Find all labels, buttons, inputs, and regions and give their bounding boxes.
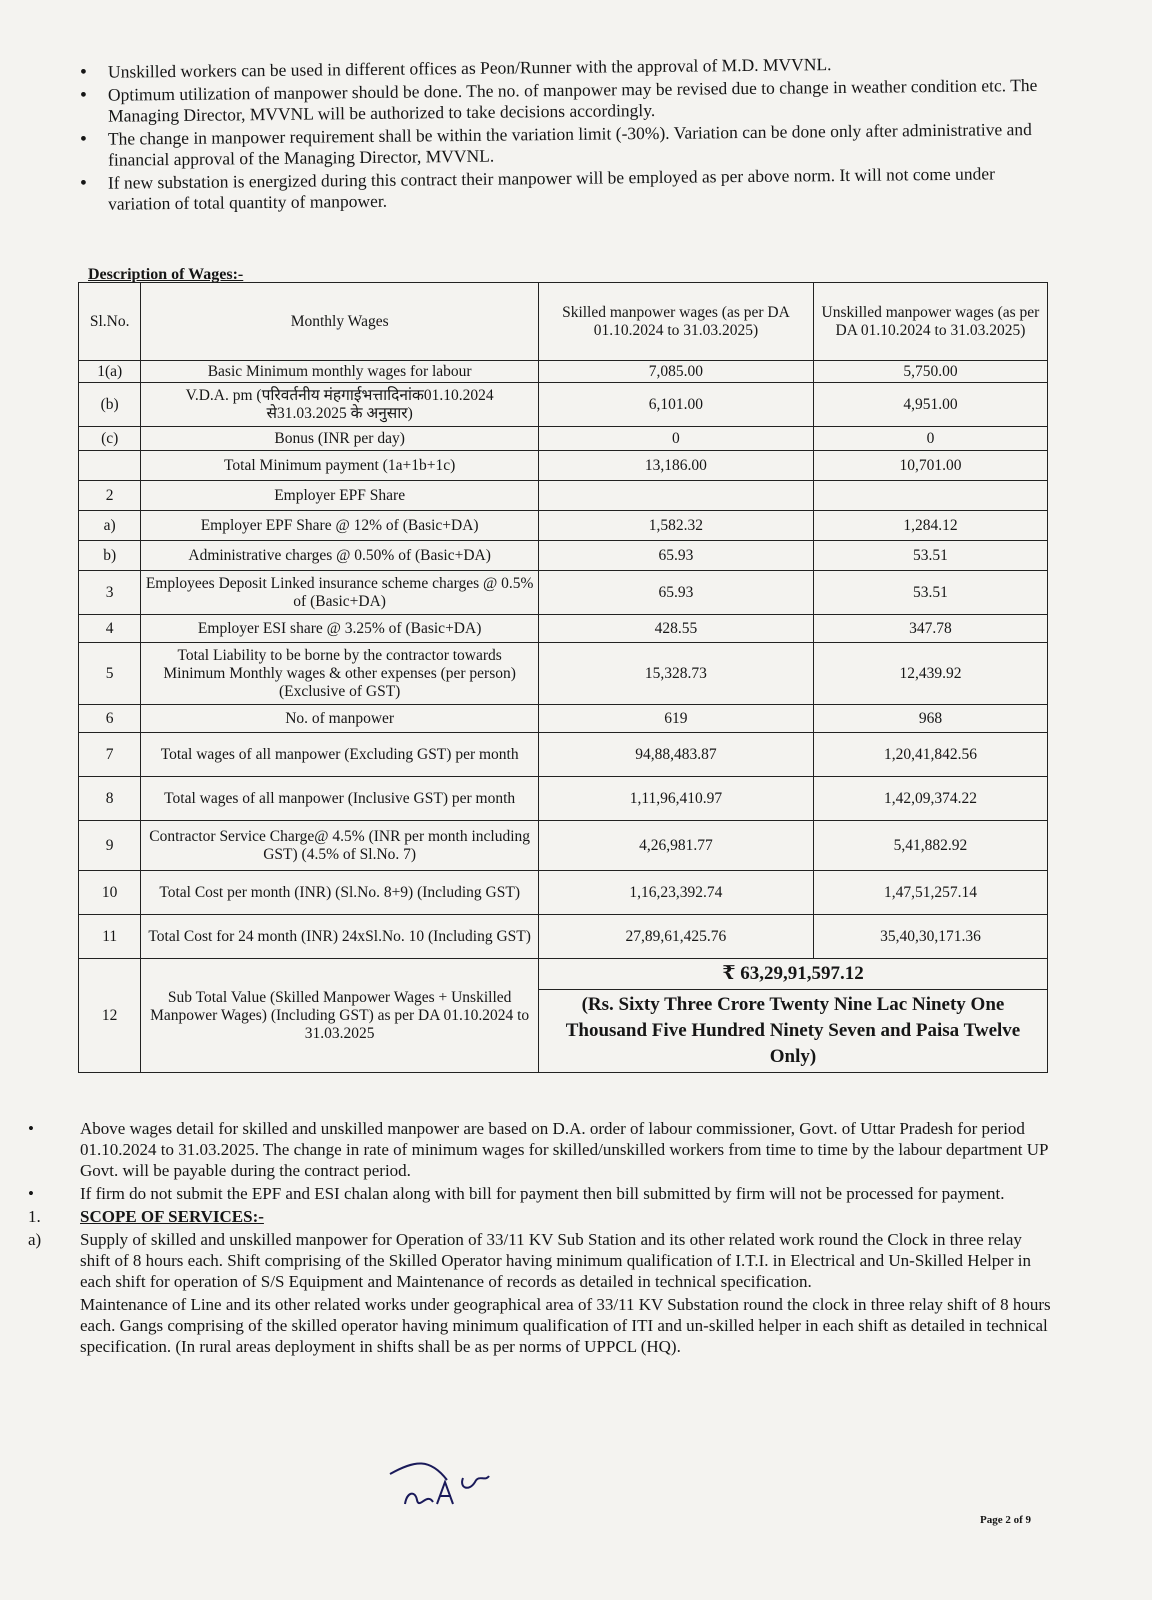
section-caption: Description of Wages:- [88, 266, 244, 283]
cell-unskilled: 347.78 [813, 615, 1047, 643]
cell-skilled: 15,328.73 [538, 643, 813, 705]
note-item [28, 1183, 1053, 1204]
cell-unskilled: 12,439.92 [813, 643, 1047, 705]
table-row [79, 705, 1048, 733]
header-unskilled: Unskilled manpower wages (as per DA 01.10.2024 to 31.03.2025) [813, 283, 1047, 361]
table-row [79, 451, 1048, 481]
cell-desc: Total Minimum payment (1a+1b+1c) [141, 451, 539, 481]
scope-item [28, 1229, 1053, 1292]
bullet-mark: • [28, 1184, 34, 1203]
cell-unskilled: 4,951.00 [813, 383, 1047, 427]
cell-desc: Total Liability to be borne by the contractor towards Minimum Monthly wages & other expenses (per person) (Exclusive of GST) [141, 643, 539, 705]
cell-sl: 6 [79, 705, 141, 733]
cell-skilled: 65.93 [538, 541, 813, 571]
cell-unskilled: 53.51 [813, 541, 1047, 571]
cell-skilled: 1,16,23,392.74 [538, 871, 813, 915]
handwritten-signature [385, 1452, 515, 1512]
table-row [79, 777, 1048, 821]
cell-skilled: 7,085.00 [538, 361, 813, 383]
cell-unskilled: 35,40,30,171.36 [813, 915, 1047, 959]
cell-desc: Sub Total Value (Skilled Manpower Wages + Unskilled Manpower Wages) (Including GST) as per DA 01.10.2024 to 31.03.2025 [141, 959, 539, 1073]
cell-unskilled: 968 [813, 705, 1047, 733]
cell-skilled: 619 [538, 705, 813, 733]
cell-unskilled: 1,284.12 [813, 511, 1047, 541]
bullet-item: • If new substation is energized during this contract their manpower will be employed as per above norm. It will not come under variation of total quantity of manpower. [78, 163, 1058, 215]
cell-unskilled: 1,20,41,842.56 [813, 733, 1047, 777]
item-mark: a) [28, 1230, 42, 1249]
cell-sl: 3 [79, 571, 141, 615]
cell-sl: 5 [79, 643, 141, 705]
cell-unskilled: 5,750.00 [813, 361, 1047, 383]
cell-sl: 8 [79, 777, 141, 821]
cell-desc: Administrative charges @ 0.50% of (Basic+DA) [141, 541, 539, 571]
table-row [79, 643, 1048, 705]
table-header-row [79, 283, 1048, 361]
cell-skilled: 1,582.32 [538, 511, 813, 541]
scope-heading: SCOPE OF SERVICES:- [80, 1207, 264, 1226]
cell-skilled: 65.93 [538, 571, 813, 615]
cell-skilled: 428.55 [538, 615, 813, 643]
cell-desc: Contractor Service Charge@ 4.5% (INR per month including GST) (4.5% of Sl.No. 7) [141, 821, 539, 871]
cell-sl: 10 [79, 871, 141, 915]
notes-and-scope [28, 1118, 1053, 1357]
table-row [79, 571, 1048, 615]
cell-unskilled: 1,42,09,374.22 [813, 777, 1047, 821]
cell-skilled: 0 [538, 427, 813, 451]
cell-desc: Total wages of all manpower (Excluding GST) per month [141, 733, 539, 777]
note-text: If firm do not submit the EPF and ESI chalan along with bill for payment then bill submitted by firm will not be processed for payment. [80, 1184, 1005, 1203]
subtotal-row [79, 959, 1048, 1073]
cell-unskilled: 0 [813, 427, 1047, 451]
table-row [79, 871, 1048, 915]
cell-unskilled: 5,41,882.92 [813, 821, 1047, 871]
cell-skilled: 1,11,96,410.97 [538, 777, 813, 821]
cell-desc: Total Cost per month (INR) (Sl.No. 8+9) (Including GST) [141, 871, 539, 915]
table-row [79, 511, 1048, 541]
cell-unskilled: 1,47,51,257.14 [813, 871, 1047, 915]
table-row [79, 821, 1048, 871]
cell-sl: 7 [79, 733, 141, 777]
cell-desc: Employer ESI share @ 3.25% of (Basic+DA) [141, 615, 539, 643]
bullet-item: • Optimum utilization of manpower should be done. The no. of manpower may be revised due to change in weather condition etc. The Managing Director, MVVNL will be authorized to take decisions accordingly. [78, 75, 1058, 127]
note-item [28, 1118, 1053, 1181]
header-sl: Sl.No. [79, 283, 141, 361]
table-row [79, 915, 1048, 959]
table-row [79, 733, 1048, 777]
subtotal-amount-words: (Rs. Sixty Three Crore Twenty Nine Lac Ninety One Thousand Five Hundred Ninety Seven and Paisa Twelve Only) [565, 994, 1021, 1067]
cell-sl: 2 [79, 481, 141, 511]
cell-sl: b) [79, 541, 141, 571]
section-number: 1. [28, 1207, 41, 1226]
bullet-mark: • [28, 1119, 34, 1138]
bullet-item: • Unskilled workers can be used in different offices as Peon/Runner with the approval of M.D. MVVNL. [78, 52, 1058, 83]
cell-desc: Total Cost for 24 month (INR) 24xSl.No. 10 (Including GST) [141, 915, 539, 959]
cell-desc: Bonus (INR per day) [141, 427, 539, 451]
table-row [79, 383, 1048, 427]
table-row [79, 427, 1048, 451]
cell-sl: 11 [79, 915, 141, 959]
cell-sl: (b) [79, 383, 141, 427]
header-skilled: Skilled manpower wages (as per DA 01.10.2024 to 31.03.2025) [538, 283, 813, 361]
cell-unskilled [813, 481, 1047, 511]
bullet-item: • The change in manpower requirement shall be within the variation limit (-30%). Variation can be done only after administrative and financial approval of the Managing Director, MVVNL. [78, 119, 1058, 171]
cell-sl: 12 [79, 959, 141, 1073]
cell-sl [79, 451, 141, 481]
cell-desc: Employer EPF Share @ 12% of (Basic+DA) [141, 511, 539, 541]
cell-unskilled: 53.51 [813, 571, 1047, 615]
table-row [79, 481, 1048, 511]
scope-heading-row [28, 1206, 1053, 1227]
cell-sl: a) [79, 511, 141, 541]
cell-sl: (c) [79, 427, 141, 451]
cell-sl: 1(a) [79, 361, 141, 383]
cell-desc: V.D.A. pm (परिवर्तनीय मंहगाईभत्तादिनांक01.10.2024 से31.03.2025 के अनुसार) [141, 383, 539, 427]
subtotal-amount: ₹ 63,29,91,597.12 [539, 959, 1047, 990]
cell-skilled: 94,88,483.87 [538, 733, 813, 777]
scope-continuation: Maintenance of Line and its other related works under geographical area of 33/11 KV Substation round the clock in three relay shift of 8 hours each. Gangs comprising of the skilled operator having minimum qualification of ITI and un-skilled helper in each shift as detailed in technical specification. (In rural areas deployment in shifts shall be as per norms of UPPCL (HQ). [80, 1295, 1051, 1356]
cell-desc: No. of manpower [141, 705, 539, 733]
cell-skilled: 27,89,61,425.76 [538, 915, 813, 959]
cell-sl: 4 [79, 615, 141, 643]
table-row [79, 541, 1048, 571]
cell-unskilled: 10,701.00 [813, 451, 1047, 481]
top-bullet-list [78, 54, 1058, 217]
cell-skilled [538, 481, 813, 511]
cell-skilled: 4,26,981.77 [538, 821, 813, 871]
cell-desc: Basic Minimum monthly wages for labour [141, 361, 539, 383]
table-row [79, 615, 1048, 643]
cell-desc: Employer EPF Share [141, 481, 539, 511]
cell-skilled: 13,186.00 [538, 451, 813, 481]
cell-desc: Employees Deposit Linked insurance scheme charges @ 0.5% of (Basic+DA) [141, 571, 539, 615]
cell-desc: Total wages of all manpower (Inclusive GST) per month [141, 777, 539, 821]
table-row [79, 361, 1048, 383]
cell-skilled: 6,101.00 [538, 383, 813, 427]
header-desc: Monthly Wages [141, 283, 539, 361]
cell-sl: 9 [79, 821, 141, 871]
note-text: Above wages detail for skilled and unskilled manpower are based on D.A. order of labour commissioner, Govt. of Uttar Pradesh for period 01.10.2024 to 31.03.2025. The change in rate of minimum wages for skilled/unskilled workers from time to time by the labour department UP Govt. will be payable during the contract period. [80, 1119, 1048, 1180]
scope-item-text: Supply of skilled and unskilled manpower for Operation of 33/11 KV Sub Station and its other related work round the Clock in three relay shift of 8 hours each. Shift comprising of the Skilled Operator having minimum qualification of I.T.I. in Electrical and Un-Skilled Helper in each shift for operation of S/S Equipment and Maintenance of records as detailed in technical specification. [80, 1230, 1031, 1291]
page-number: Page 2 of 9 [980, 1514, 1032, 1526]
wages-table [78, 282, 1048, 1073]
subtotal-value-cell [538, 959, 1047, 1073]
